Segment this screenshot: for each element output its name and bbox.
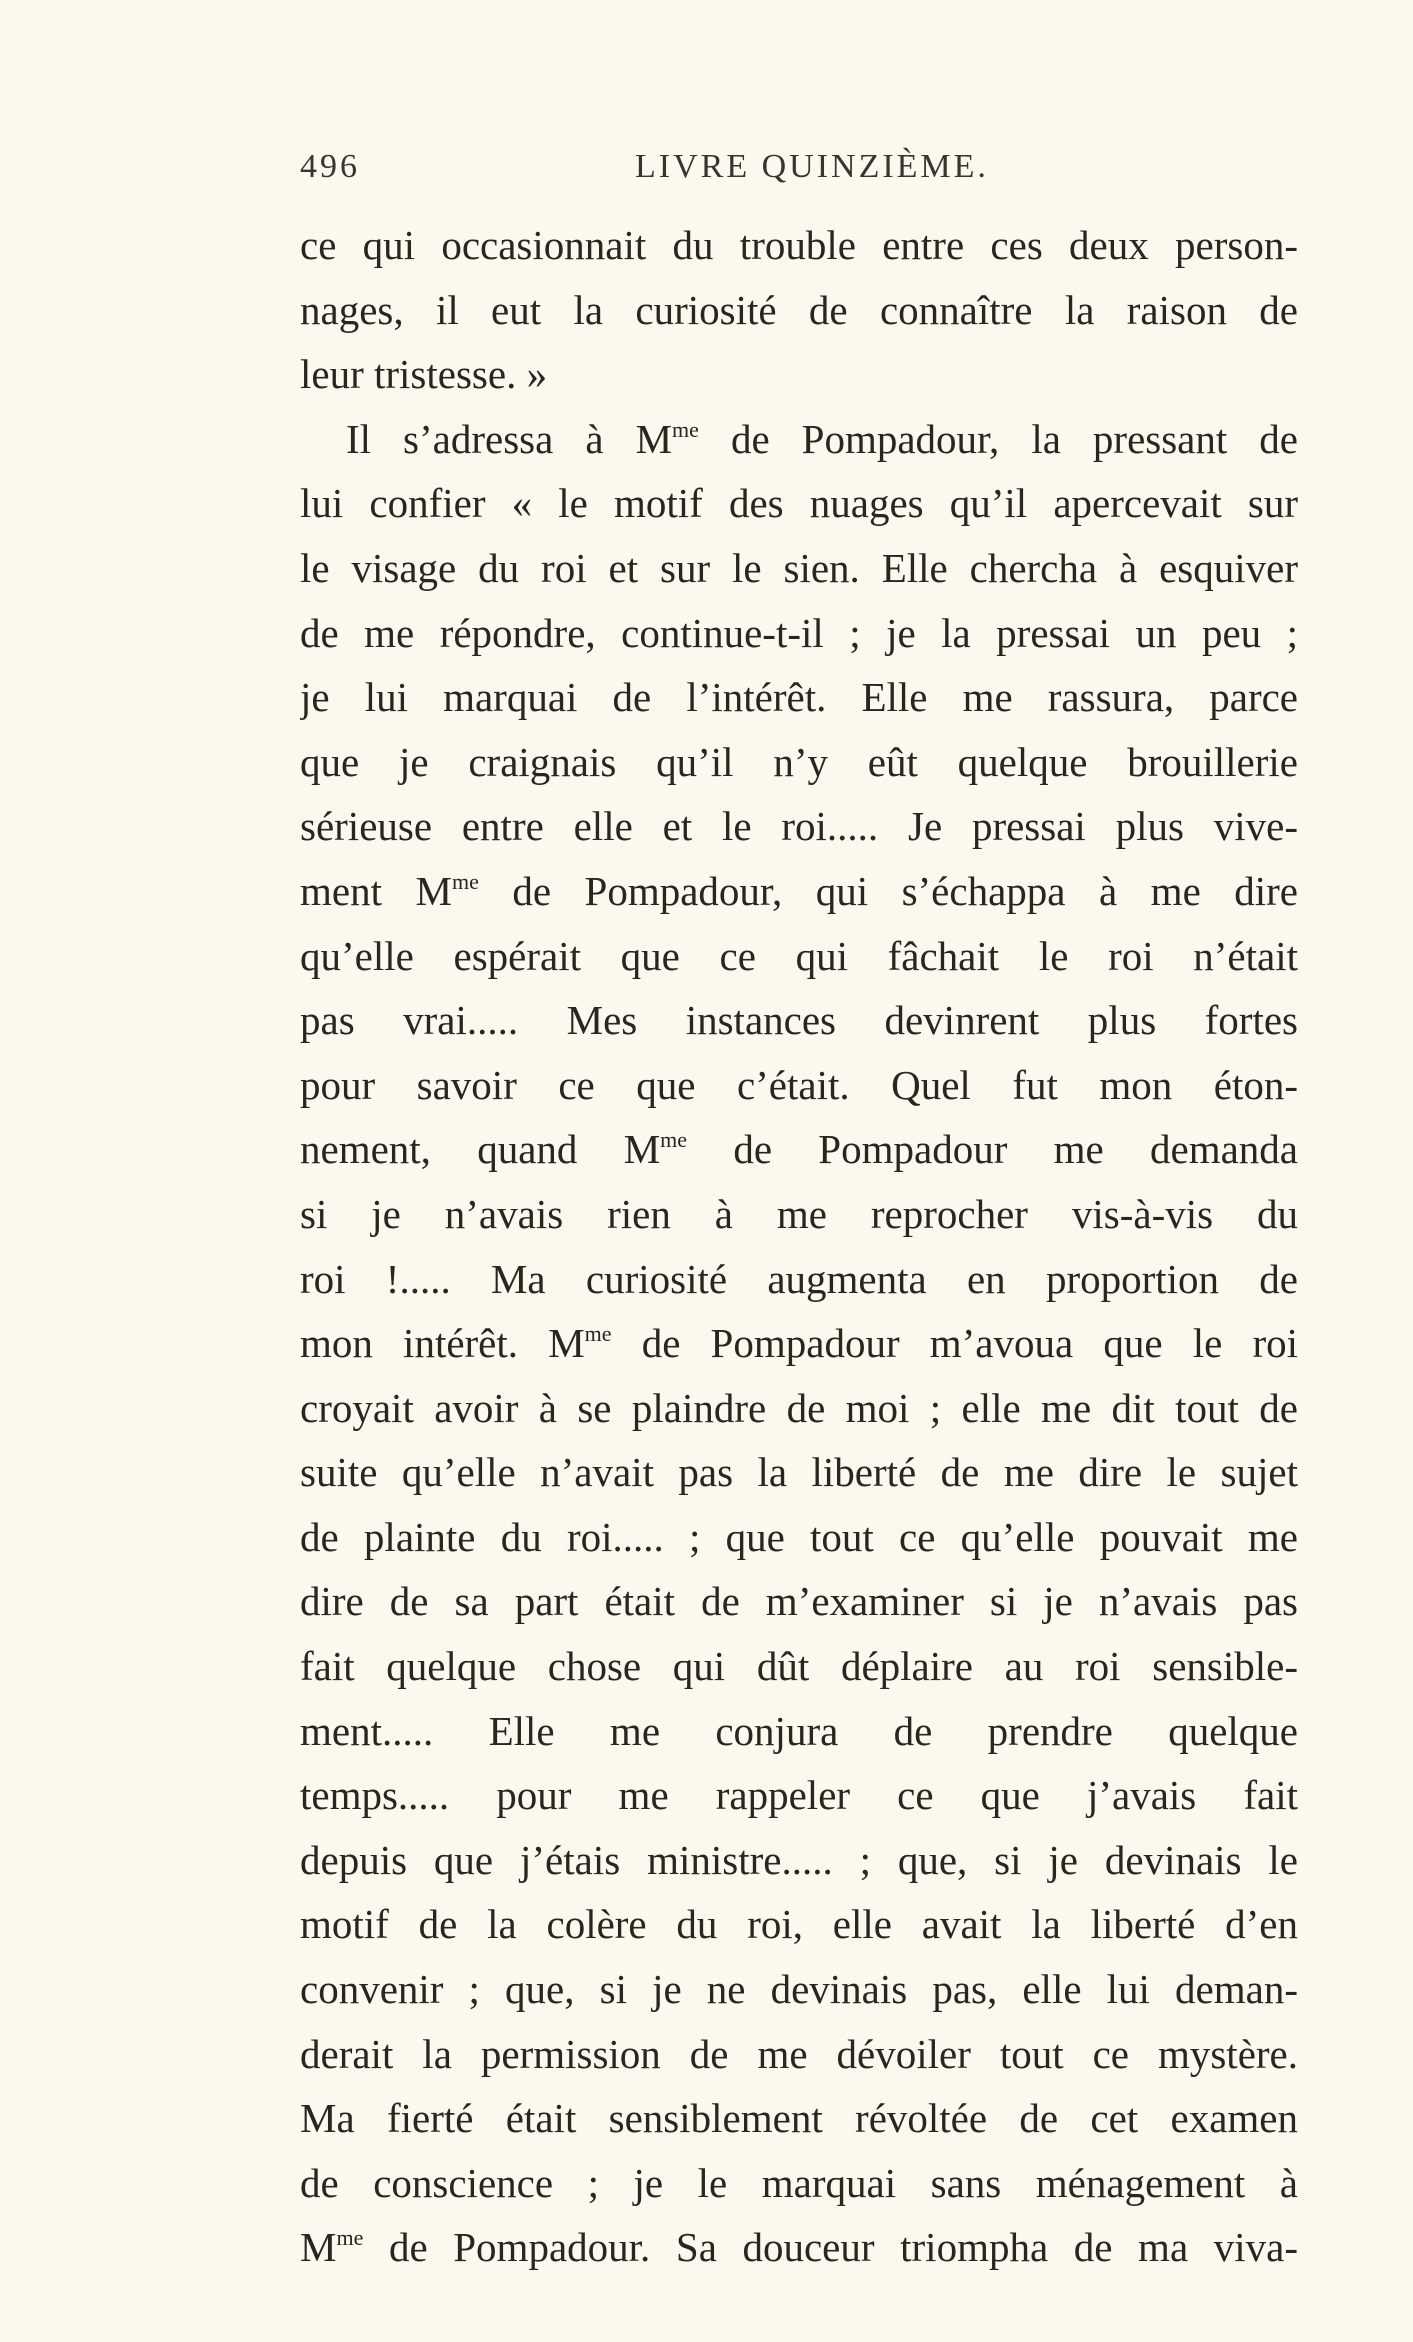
text-line: ment..... Elle me conjura de prendre quelque	[300, 1707, 1298, 1754]
text-line: pas vrai..... Mes instances devinrent plus fortes	[300, 997, 1298, 1044]
text-line: je lui marquai de l’intérêt. Elle me rassura, parce	[300, 674, 1298, 721]
text-line: que je craignais qu’il n’y eût quelque brouillerie	[300, 738, 1298, 785]
text-line: Ma fierté était sensiblement révoltée de cet examen	[300, 2095, 1298, 2142]
running-title: LIVRE QUINZIÈME.	[635, 148, 989, 185]
text-line: Il s’adressa à $M^{me}$ de Pompadour, la pressant de	[346, 415, 1298, 462]
text-line: $M^{me}$ de Pompadour. Sa douceur triompha de ma viva-	[300, 2224, 1298, 2271]
text-line: roi !..... Ma curiosité augmenta en proportion de	[300, 1255, 1298, 1302]
text-line: le visage du roi et sur le sien. Elle chercha à esquiver	[300, 544, 1298, 591]
text-line: pour savoir ce que c’était. Quel fut mon éton-	[300, 1061, 1298, 1108]
page-number: 496	[300, 148, 360, 185]
text-line: suite qu’elle n’avait pas la liberté de me dire le sujet	[300, 1449, 1298, 1496]
text-line: si je n’avais rien à me reprocher vis-à-vis du	[300, 1190, 1298, 1237]
text-line: leur tristesse. »	[300, 351, 548, 398]
text-line: croyait avoir à se plaindre de moi ; elle me dit tout de	[300, 1384, 1298, 1431]
text-line: lui confier « le motif des nuages qu’il apercevait sur	[300, 480, 1298, 527]
text-line: qu’elle espérait que ce qui fâchait le roi n’était	[300, 932, 1298, 979]
body-text	[300, 213, 1298, 2280]
running-head	[300, 148, 1300, 198]
text-line: nages, il eut la curiosité de connaître la raison de	[300, 286, 1298, 333]
text-line: depuis que j’étais ministre..... ; que, si je devinais le	[300, 1836, 1298, 1883]
text-line: fait quelque chose qui dût déplaire au roi sensible-	[300, 1643, 1298, 1690]
text-line: de me répondre, continue-t-il ; je la pressai un peu ;	[300, 609, 1298, 656]
text-line: ment $M^{me}$ de Pompadour, qui s’échappa à me dire	[300, 867, 1298, 914]
text-line: temps..... pour me rappeler ce que j’avais fait	[300, 1772, 1298, 1819]
text-line: de conscience ; je le marquai sans ménagement à	[300, 2159, 1298, 2206]
text-line: sérieuse entre elle et le roi..... Je pressai plus vive-	[300, 803, 1298, 850]
text-line: derait la permission de me dévoiler tout ce mystère.	[300, 2030, 1298, 2077]
text-line: mon intérêt. $M^{me}$ de Pompadour m’avoua que le roi	[300, 1320, 1298, 1367]
text-line: convenir ; que, si je ne devinais pas, elle lui deman-	[300, 1966, 1298, 2013]
text-line: motif de la colère du roi, elle avait la liberté d’en	[300, 1901, 1298, 1948]
text-line: dire de sa part était de m’examiner si je n’avais pas	[300, 1578, 1298, 1625]
text-line: de plainte du roi..... ; que tout ce qu’elle pouvait me	[300, 1513, 1298, 1560]
text-line: ce qui occasionnait du trouble entre ces deux person-	[300, 222, 1298, 268]
text-line: nement, quand $M^{me}$ de Pompadour me demanda	[300, 1126, 1298, 1173]
